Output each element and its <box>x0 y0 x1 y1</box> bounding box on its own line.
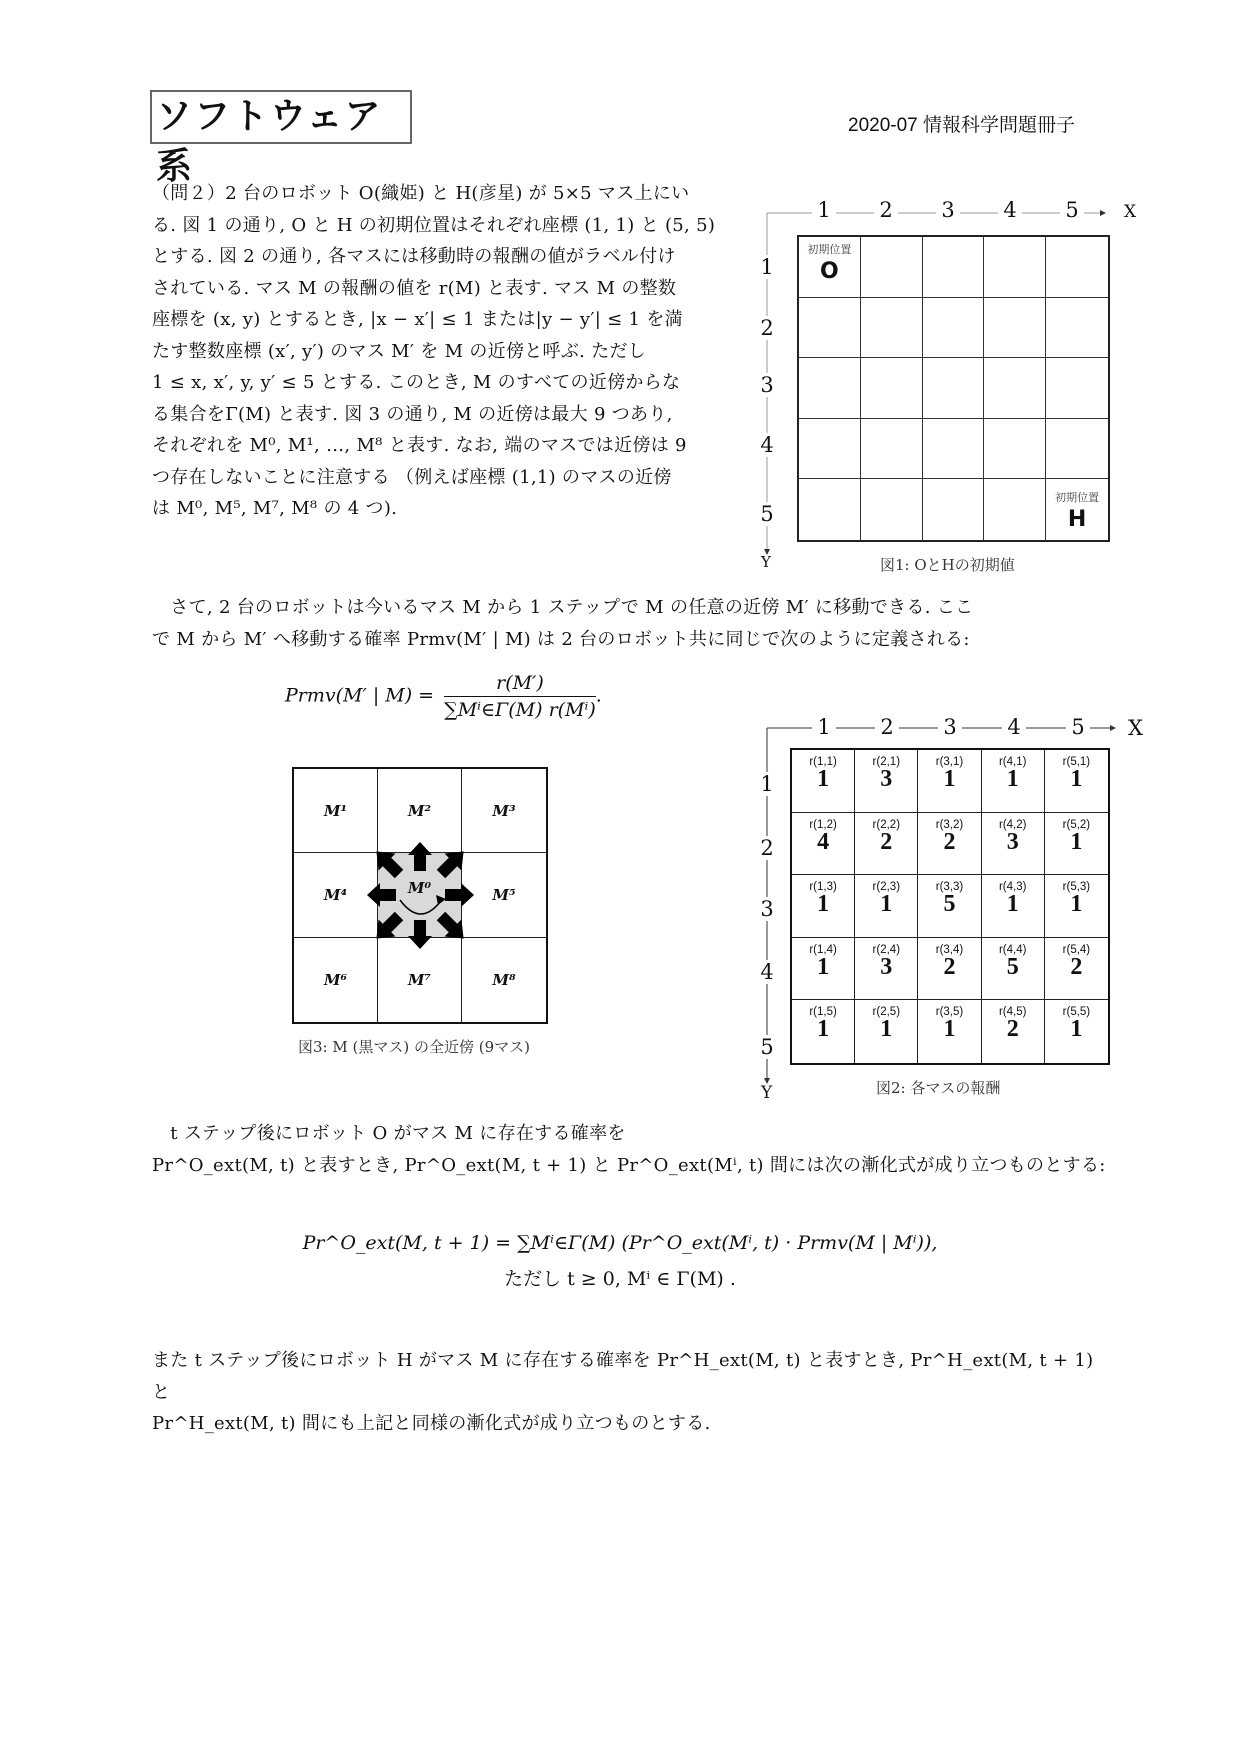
grid-cell <box>984 419 1046 480</box>
x-axis-label: X <box>1128 716 1143 740</box>
neighbor-cell: M⁶ <box>294 938 378 1022</box>
grid-cell <box>861 237 923 298</box>
text-line: る. 図 1 の通り, O と H の初期位置はそれぞれ座標 (1, 1) と (5, 5) <box>152 214 716 236</box>
reward-cell: r(1,4) 1 <box>792 938 855 1001</box>
x-tick: 4 <box>1002 715 1026 739</box>
grid-cell <box>799 237 861 298</box>
neighbor-cell: M⁴ <box>294 853 378 937</box>
reward-cell: r(1,3) 1 <box>792 875 855 938</box>
grid-cell <box>861 479 923 540</box>
formula-period: . <box>595 684 602 707</box>
y-tick: 4 <box>760 960 774 984</box>
reward-cell: r(5,5) 1 <box>1062 1006 1091 1043</box>
y-tick: 1 <box>760 255 774 279</box>
numerator: r(M′) <box>444 672 596 697</box>
text-line: また t ステップ後にロボット H がマス M に存在する確率を Pr^H_ext(M, t) と表すとき, Pr^H_ext(M, t + 1) と <box>152 1350 1094 1403</box>
grid-cell <box>1046 358 1108 419</box>
x-tick: 1 <box>812 715 836 739</box>
y-tick: 3 <box>760 373 774 397</box>
center-cell: M⁰ <box>378 853 462 937</box>
fraction <box>444 672 596 721</box>
x-tick: 3 <box>938 715 962 739</box>
text-line: されている. マス M の報酬の値を r(M) と表す. マス M の整数 <box>152 277 677 299</box>
text-line: t ステップ後にロボット O がマス M に存在する確率を <box>152 1123 626 1144</box>
text-line: 座標を (x, y) とするとき, |x − x′| ≤ 1 または|y − y′| ≤ 1 を満 <box>152 309 683 330</box>
grid-cell <box>799 479 861 540</box>
neighbor-cell: M¹ <box>294 769 378 853</box>
grid-cell <box>923 419 985 480</box>
recurrence-formula <box>150 1225 1090 1297</box>
reward-cell: r(1,2) 4 <box>792 813 855 876</box>
text-line: （問２）2 台のロボット O(織姫) と H(彦星) が 5×5 マス上にい <box>152 183 690 204</box>
y-tick: 2 <box>760 836 774 860</box>
text-line: たす整数座標 (x′, y′) のマス M′ を M の近傍と呼ぶ. ただし <box>152 340 647 362</box>
figure-1-caption: 図1: OとHの初期値 <box>880 556 1015 574</box>
x-axis-label: X <box>1124 202 1137 222</box>
text-line: 1 ≤ x, x′, y, y′ ≤ 5 とする. このとき, M のすべての近傍からな <box>152 372 681 393</box>
recurrence-condition: ただし t ≥ 0, Mⁱ ∈ Γ(M) . <box>504 1268 736 1290</box>
reward-cell: r(3,1) 1 <box>918 750 981 813</box>
existence-probability-description <box>152 1118 1112 1181</box>
figure-2-caption: 図2: 各マスの報酬 <box>876 1079 1001 1097</box>
reward-cell: r(2,5) 1 <box>855 1000 918 1063</box>
reward-cell: r(4,4) 5 <box>982 938 1045 1001</box>
x-tick: 3 <box>936 198 960 222</box>
reward-cell: r(1,1) 1 <box>792 750 855 813</box>
text-line: で M から M′ へ移動する確率 Prmv(M′ | M) は 2 台のロボット共に同じで次のように定義される: <box>152 628 970 650</box>
reward-cell: r(1,5) 1 <box>792 1000 855 1063</box>
reward-cell: r(2,4) 3 <box>855 938 918 1001</box>
reward-cell: r(2,3) 1 <box>855 875 918 938</box>
robot-h-marker: H <box>1067 507 1087 533</box>
neighbor-cell: M⁷ <box>378 938 462 1022</box>
grid-cell <box>861 419 923 480</box>
figure-3-caption: 図3: M (黒マス) の全近傍 (9マス) <box>298 1038 530 1056</box>
text-line: は M⁰, M⁵, M⁷, M⁸ の 4 つ). <box>152 498 398 519</box>
y-tick: 2 <box>760 316 774 340</box>
grid-cell <box>1046 237 1108 298</box>
text-line: る集合をΓ(M) と表す. 図 3 の通り, M の近傍は最大 9 つあり, <box>152 403 673 425</box>
reward-cell: r(4,2) 3 <box>982 813 1045 876</box>
start-label: 初期位置 <box>807 243 852 256</box>
text-line: とする. 図 2 の通り, 各マスには移動時の報酬の値がラベル付け <box>152 246 676 267</box>
problem-intro <box>152 178 742 525</box>
text-line: Pr^H_ext(M, t) 間にも上記と同様の漸化式が成り立つものとする. <box>152 1413 711 1434</box>
grid-cell <box>984 479 1046 540</box>
grid-cell <box>984 298 1046 359</box>
text-line: つ存在しないことに注意する （例えば座標 (1,1) のマスの近傍 <box>152 466 672 488</box>
reward-cell: r(5,1) 1 <box>1045 750 1108 813</box>
reward-cell: r(2,1) 3 <box>855 750 918 813</box>
section-title: ソフトウェア系 <box>150 90 412 144</box>
recurrence-equation: Pr^O_ext(M, t + 1) = ∑Mⁱ∈Γ(M) (Pr^O_ext(Mⁱ, t) · Prmv(M | Mⁱ)), <box>302 1232 938 1254</box>
grid-cell <box>799 419 861 480</box>
text-line: さて, 2 台のロボットは今いるマス M から 1 ステップで M の任意の近傍 M′ に移動できる. ここ <box>152 597 974 618</box>
grid-cell <box>1046 298 1108 359</box>
reward-cell: r(5,2) 1 <box>1045 813 1108 876</box>
reward-cell: r(4,1) 1 <box>982 750 1045 813</box>
grid-cell <box>923 298 985 359</box>
x-tick: 2 <box>875 715 899 739</box>
grid-cell <box>923 479 985 540</box>
reward-cell: r(3,2) 2 <box>918 813 981 876</box>
y-tick: 4 <box>760 433 774 457</box>
neighbor-cell: M³ <box>462 769 546 853</box>
reward-cell: r(5,4) 2 <box>1045 938 1108 1001</box>
y-tick: 5 <box>760 1035 774 1059</box>
x-tick: 1 <box>812 198 836 222</box>
y-axis-label: Y <box>761 553 771 571</box>
neighbor-cell: M² <box>378 769 462 853</box>
start-label: 初期位置 <box>1055 491 1100 505</box>
grid-cell <box>799 358 861 419</box>
text-line: Pr^O_ext(M, t) と表すとき, Pr^O_ext(M, t + 1) と Pr^O_ext(Mⁱ, t) 間には次の漸化式が成り立つものとする: <box>152 1154 1106 1176</box>
formula-lhs: Prmv(M′ | M) = <box>285 684 435 707</box>
grid-cell <box>861 298 923 359</box>
denominator: ∑Mⁱ∈Γ(M) r(Mⁱ) <box>444 699 596 721</box>
text-line: それぞれを M⁰, M¹, …, M⁸ と表す. なお, 端のマスでは近傍は 9 <box>152 435 687 456</box>
reward-cell: r(3,4) 2 <box>918 938 981 1001</box>
neighbor-cell: M⁵ <box>462 853 546 937</box>
reward-cell: r(4,3) 1 <box>982 875 1045 938</box>
document-id: 2020-07 情報科学問題冊子 <box>848 115 1076 136</box>
y-tick: 1 <box>760 772 774 796</box>
y-axis-label: Y <box>761 1083 773 1103</box>
grid-cell <box>984 358 1046 419</box>
reward-cell: r(4,5) 2 <box>982 1000 1045 1063</box>
x-tick: 5 <box>1060 198 1084 222</box>
transition-probability-formula <box>285 672 602 721</box>
neighbor-cell: M⁸ <box>492 970 516 989</box>
reward-cell: r(5,3) 1 <box>1045 875 1108 938</box>
robot-h-description <box>152 1345 1112 1440</box>
y-tick: 5 <box>760 502 774 526</box>
reward-cell: r(2,2) 2 <box>855 813 918 876</box>
grid-cell <box>984 237 1046 298</box>
reward-cell: r(3,3) 5 <box>918 875 981 938</box>
x-tick: 4 <box>998 198 1022 222</box>
transition-description <box>152 592 1102 655</box>
y-tick: 3 <box>760 897 774 921</box>
grid-cell <box>861 358 923 419</box>
reward-cell: r(3,5) 1 <box>918 1000 981 1063</box>
grid-cell <box>923 237 985 298</box>
x-tick: 5 <box>1066 715 1090 739</box>
x-tick: 2 <box>874 198 898 222</box>
grid-cell <box>1046 419 1108 480</box>
initial-position-grid <box>797 235 1110 542</box>
grid-cell <box>1046 479 1108 540</box>
movement-arrows-icon <box>292 767 548 1024</box>
grid-cell <box>799 298 861 359</box>
reward-grid <box>790 748 1110 1065</box>
robot-o-marker: O <box>820 259 839 284</box>
grid-cell <box>923 358 985 419</box>
